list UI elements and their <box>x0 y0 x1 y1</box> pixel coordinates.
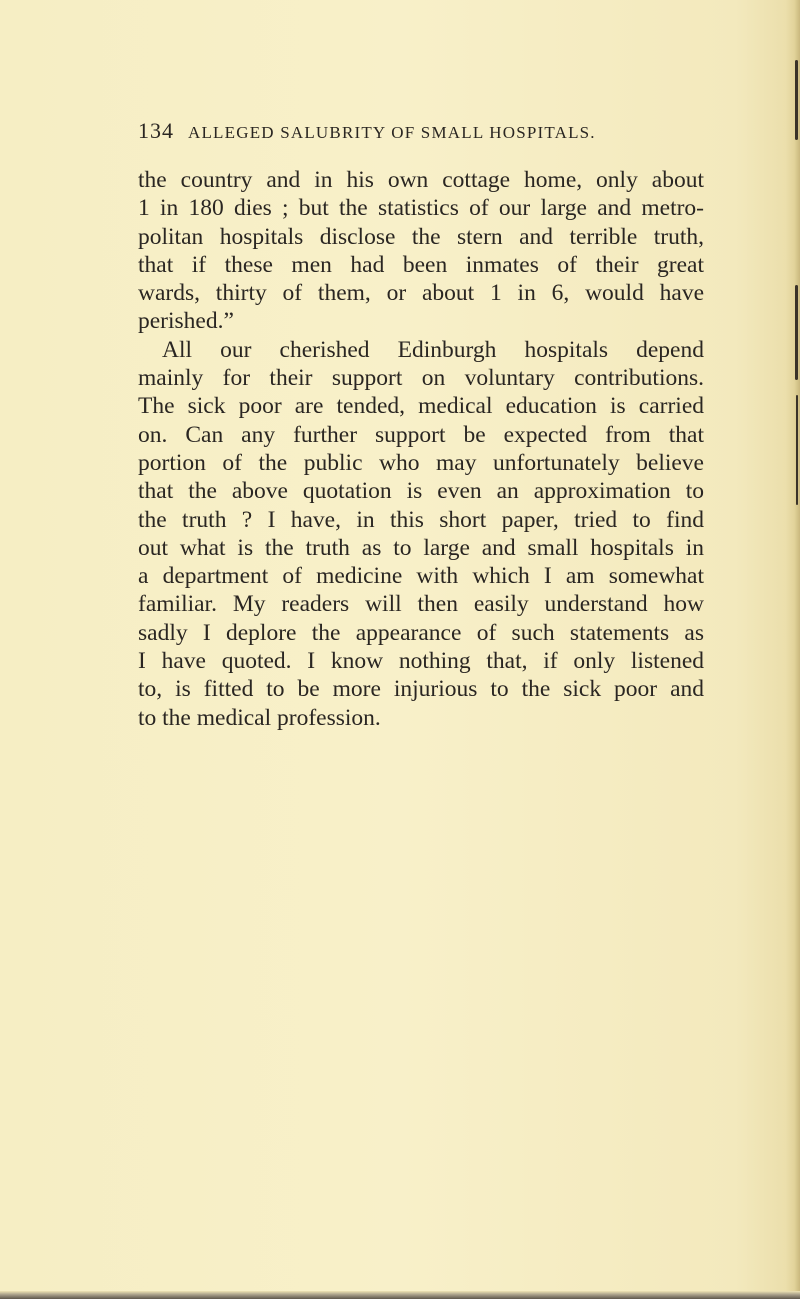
text-line: I have quoted. I know nothing that, if only listened <box>138 648 704 675</box>
text-line: to the medical profession. <box>138 704 381 731</box>
text-line: politan hospitals disclose the stern and terrible truth, <box>138 223 704 250</box>
page-edge-shadow <box>786 0 800 1299</box>
text-line: wards, thirty of them, or about 1 in 6, would have <box>138 280 704 307</box>
text-line: a department of medicine with which I am somewhat <box>138 563 704 590</box>
text-line: the truth ? I have, in this short paper, tried to find <box>138 506 704 533</box>
text-line: on. Can any further support be expected from that <box>138 421 704 448</box>
text-line: out what is the truth as to large and small hospitals in <box>138 534 704 561</box>
text-line: perished.” <box>138 308 234 335</box>
page-edge-mark <box>795 60 798 140</box>
text-line: familiar. My readers will then easily understand how <box>138 591 704 618</box>
running-title: ALLEGED SALUBRITY OF SMALL HOSPITALS. <box>188 123 596 142</box>
text-line: to, is fitted to be more injurious to the sick poor and <box>138 676 704 703</box>
text-line: 1 in 180 dies ; but the statistics of our large and metro- <box>138 195 704 222</box>
paragraph-1 <box>138 166 704 336</box>
paragraph-2 <box>138 336 704 732</box>
page-bottom-edge <box>0 1291 800 1299</box>
running-header <box>138 118 698 144</box>
text-line: All our cherished Edinburgh hospitals depend <box>162 336 704 363</box>
text-line: that if these men had been inmates of their great <box>138 251 704 278</box>
body-text <box>138 166 704 732</box>
text-line: that the above quotation is even an approximation to <box>138 478 704 505</box>
text-line: The sick poor are tended, medical education is carried <box>138 393 704 420</box>
page-edge-mark <box>796 395 798 505</box>
text-line: the country and in his own cottage home, only about <box>138 167 704 193</box>
text-line: sadly I deplore the appearance of such statements as <box>138 619 704 646</box>
page-number: 134 <box>138 118 174 143</box>
text-line: mainly for their support on voluntary contributions. <box>138 365 704 392</box>
text-line: portion of the public who may unfortunately believe <box>138 449 704 476</box>
page-edge-mark <box>795 285 798 380</box>
